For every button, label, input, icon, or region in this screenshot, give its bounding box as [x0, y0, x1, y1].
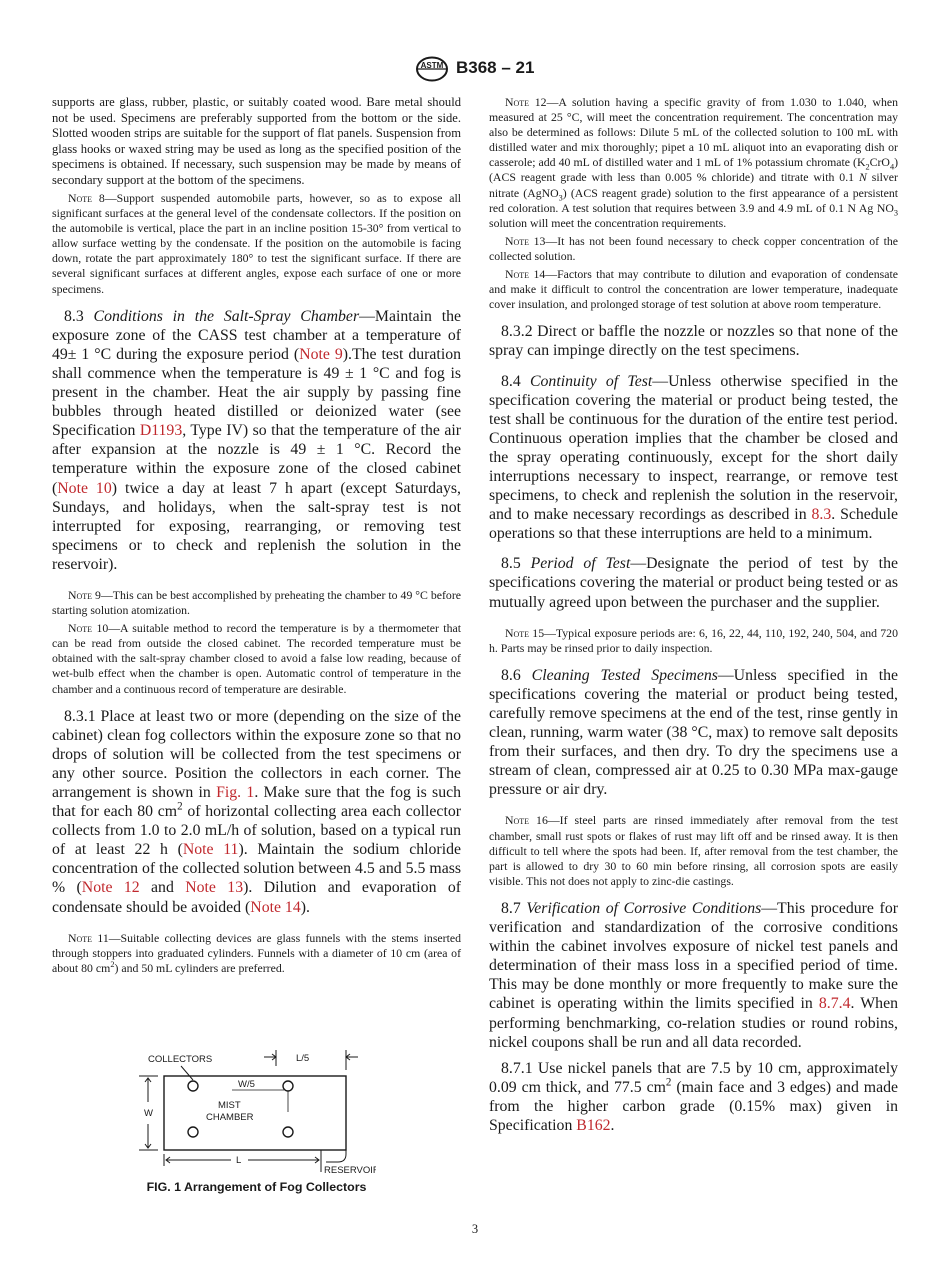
designation: B368 – 21 — [456, 58, 535, 77]
link-note-10[interactable]: Note 10 — [57, 479, 112, 497]
section-8-7: 8.7 Verification of Corrosive Conditions—This procedure for verification and standardization of the corrosive conditions within the cabinet involves exposure of nickel test panels and determination of their mass loss in a specified period of time. This may be done monthly or more frequently to make sure the cabinet is operating within the limits specified in 8.7.4. When performing benchmarking, co-relation studies or round robins, nickel coupons shall be run and all data recorded. — [489, 899, 898, 1051]
section-8-3-2: 8.3.2 Direct or baffle the nozzle or nozzles so that none of the spray can impinge directly on the test specimens. — [489, 323, 898, 360]
astm-logo — [414, 56, 450, 82]
note-14: Note 14—Factors that may contribute to dilution and evaporation of condensate and make it difficult to control the concentration are lower temperature, inadequate cover insulation, and prolonged storage of test solution at above room temperature. — [489, 267, 898, 312]
label-collectors: COLLECTORS — [148, 1054, 213, 1065]
collector-top-left — [188, 1081, 198, 1091]
figure-1-caption: FIG. 1 Arrangement of Fog Collectors — [146, 1180, 367, 1194]
note-10: Note 10—A suitable method to record the temperature is by a thermometer that can be read from outside the closed cabinet. The recorded temperature must be obtained with the salt-spray chamber closed to avoid a false low reading, because of wet-bulb effect when the chamber is open. Automatic control of temperature in the chamber and a continuous record of temperature are desirable. — [52, 621, 461, 696]
label-mist: MIST — [218, 1100, 241, 1111]
note-11: Note 11—Suitable collecting devices are glass funnels with the stems inserted through stoppers into graduated cylinders. Funnels with a diameter of 10 cm (area of about 80 $cm^2$) and 50 mL cylinders are preferred. — [52, 930, 461, 975]
section-8-4: 8.4 Continuity of Test—Unless otherwise specified in the specification covering the material or product being tested, the test shall be continuous for the duration of the entire test period. Continuous operation implies that the chamber be closed and the spray operating continuously, except for the short daily interruptions necessary to inspect, rearrange, or remove test specimens, to check and replenish the solution in the reservoir, and to make necessary recordings as described in 8.3. Schedule operations so that these interruptions are held to a minimum. — [489, 372, 898, 543]
figure-1-diagram — [136, 1050, 376, 1175]
section-8-3-1: 8.3.1 Place at least two or more (depending on the size of the cabinet) clean fog collectors within the exposure zone so that no drops of solution will be collected from the test specimens or any other source. Position the collectors in each corner. The arrangement is shown in Fig. 1. Make sure that the fog is such that for each 80 $cm^2$ of horizontal collecting area each collector collects from 1.0 to 2.0 mL/h of solution, based on a typical run of at least 22 h (Note 11). Maintain the sodium chloride concentration of the collected solution between 4.5 and 5.5 mass % (Note 12 and Note 13). Dilution and evaporation of condensate should be avoided (Note 14). — [52, 707, 461, 916]
l5-arrow-left — [264, 1054, 276, 1060]
label-w: W — [144, 1108, 153, 1119]
note-16: Note 16—If steel parts are rinsed immediately after removal from the test chamber, small rust spots or flakes of rust may lift off and be rinsed away. It is then difficult to tell where the spots had been. If, after removal from the test chamber, the part is allowed to dry 30 to 60 min before rinsing, all corrosion spots are easily visible. This not does not apply to zinc-die castings. — [489, 813, 898, 888]
collector-bottom-left — [188, 1127, 198, 1137]
section-8-6: 8.6 Cleaning Tested Specimens—Unless specified in the specifications covering the material or product being tested, carefully remove specimens at the end of the test, rinse gently in clean, running, warm water (38 °C, max) to remove salt deposits from their surfaces, and then dry. To dry the specimens use a stream of clean, compressed air at 0.25 to 0.30 MPa max-gauge pressure or air dry. — [489, 666, 898, 799]
link-8-3[interactable]: 8.3 — [811, 506, 832, 524]
note-9: Note 9—This can be best accomplished by preheating the chamber to 49 °C before starting solution atomization. — [52, 587, 461, 618]
collectors-leader — [181, 1066, 193, 1080]
w-arrow-down — [145, 1124, 151, 1148]
chamber-outline — [164, 1076, 346, 1150]
link-note-9[interactable]: Note 9 — [299, 345, 343, 363]
link-note-12[interactable]: Note 12 — [81, 879, 140, 897]
collector-bottom-right — [283, 1127, 293, 1137]
link-note-14[interactable]: Note 14 — [250, 898, 301, 916]
note-15: Note 15—Typical exposure periods are: 6, 16, 22, 44, 110, 192, 240, 504, and 720 h. Parts may be rinsed prior to daily inspection. — [489, 625, 898, 655]
logo-text: ASTM — [420, 61, 444, 70]
w-arrow-up — [145, 1078, 151, 1102]
link-note-13[interactable]: Note 13 — [185, 879, 244, 897]
fog-collector-diagram — [136, 1050, 376, 1175]
note-8: Note 8—Support suspended automobile parts, however, so as to expose all significant surfaces at the general level of the condensate collectors. If the position on the automobile is vertical, place the part in an incline position 15-30° from vertical to allow surface wetting by the condensate. If the position on the automobile is facing down, rotate the part approximately 180° to test the significant surface. If there are several significant surfaces at different angles, expose each surface of one or more specimens. — [52, 191, 462, 296]
reservoir-connector — [326, 1150, 346, 1162]
l5-arrow-right — [346, 1054, 358, 1060]
l-arrow-left — [166, 1157, 231, 1163]
note-12: Note 12—A solution having a specific gravity of from 1.030 to 1.040, when measured at 25 °C, will meet the concentration requirement. The concentration may also be determined as follows: Dilute 5 mL of the collected solution to 100 mL with distilled water and mix thoroughly; pipet a 10 mL aliquot into an evaporating dish or casserole; add 40 mL of distilled water and 1 mL of 1% potassium chromate $(K_2CrO_4)$ (ACS reagent grade with less than 0.005 % chloride) and titrate with 0.1 N silver nitrate (AgNO$_3$) (ACS reagent grade) solution to the first appearance of a persistent red coloration. A test solution that requires between 3.9 and 4.9 mL of 0.1 N Ag $NO_3$ solution will meet the concentration requirements. — [489, 95, 898, 230]
link-fig-1[interactable]: Fig. 1 — [216, 784, 255, 801]
label-reservoir: RESERVOIR — [324, 1165, 376, 1175]
right-column — [489, 95, 898, 1135]
label-l: L — [236, 1155, 242, 1166]
left-column — [52, 95, 461, 979]
paragraph-8-2-cont: supports are glass, rubber, plastic, or suitably coated wood. Bare metal should not be used. Specimens are preferably supported from the bottom or the side. Slotted wooden strips are suitable for the support of flat panels. Suspension from glass hooks or waxed string may be used as long as the specified position of the specimens is obtained. If necessary, such suspension may be made by means of secondary support at the bottom of the specimens. — [52, 95, 461, 187]
label-l5: L/5 — [296, 1053, 310, 1064]
section-8-5: 8.5 Period of Test—Designate the period of test by the specifications covering the material or product being tested or as mutually agreed upon between the purchaser and the supplier. — [489, 555, 898, 611]
note-13: Note 13—It has not been found necessary to check copper concentration of the collected solution. — [489, 233, 898, 263]
l-arrow-right — [248, 1157, 319, 1163]
link-8-7-4[interactable]: 8.7.4 — [818, 995, 851, 1013]
link-b162[interactable]: B162 — [576, 1116, 611, 1134]
link-note-11[interactable]: Note 11 — [182, 841, 239, 859]
label-chamber: CHAMBER — [206, 1112, 254, 1123]
section-8-3: 8.3 Conditions in the Salt-Spray Chamber—Maintain the exposure zone of the CASS test chamber at a temperature of 49± 1 °C during the exposure period (Note 9).The test duration shall commence when the temperature is 49 ± 1 °C and fog is present in the chamber. Heat the air supply by passing fine bubbles through heated distilled or deionized water (see Specification D1193, Type IV) so that the temperature of the air after expansion at the nozzle is 49 ± 1 °C. Record the temperature within the exposure zone of the closed cabinet (Note 10) twice a day at least 7 h apart (except Saturdays, Sundays, and holidays, when the salt-spray test is not interrupted for exposing, rearranging, or removing test specimens or to check and replenish the solution in the reservoir). — [52, 307, 462, 573]
page-number: 3 — [471, 1222, 479, 1236]
label-w5: W/5 — [238, 1079, 255, 1090]
page-header — [0, 56, 950, 82]
collector-top-right — [283, 1081, 293, 1091]
section-8-7-1: 8.7.1 Use nickel panels that are 7.5 by 10 cm, approximately 0.09 cm thick, and 77.5 $cm^2$ (main face and 3 edges) and made from the higher carbon grade (0.15% max) given in Specification B162. — [489, 1059, 898, 1134]
link-d1193[interactable]: D1193 — [139, 422, 183, 440]
